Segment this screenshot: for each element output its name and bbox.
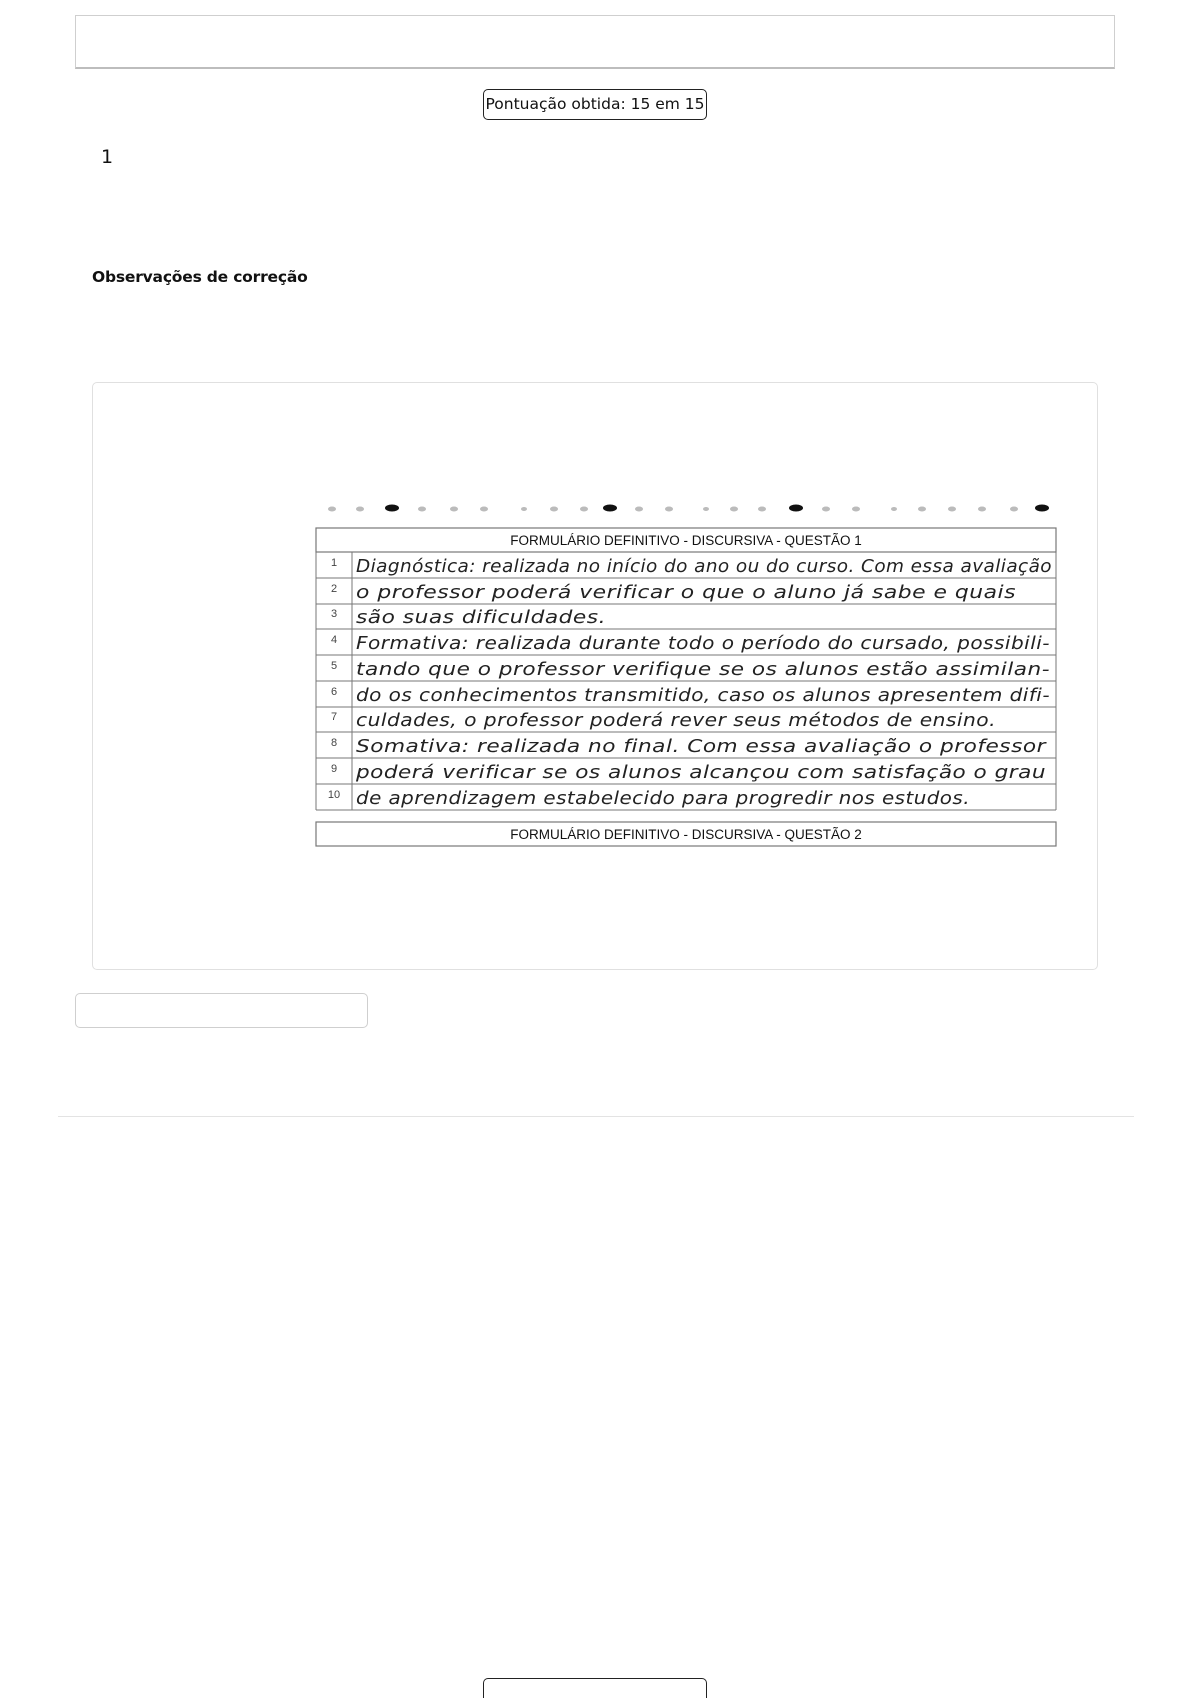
scan-header-q1: FORMULÁRIO DEFINITIVO - DISCURSIVA - QUESTÃO 1: [510, 533, 862, 548]
line-number: 4: [330, 634, 338, 646]
line-number: 5: [330, 660, 338, 672]
feedback-input-box[interactable]: [75, 993, 368, 1028]
line-number: 10: [327, 789, 341, 801]
handwritten-line: o professor poderá verificar o que o aluno já sabe e quais: [356, 583, 1016, 603]
line-number: 2: [330, 583, 338, 595]
line-number: 7: [330, 711, 338, 723]
handwritten-line: Diagnóstica: realizada no início do ano ou do curso. Com essa avaliação: [356, 557, 1052, 577]
handwritten-answer-scan: [314, 500, 1058, 852]
handwritten-line: são suas dificuldades.: [356, 608, 606, 628]
line-numbers: [328, 557, 340, 801]
handwritten-line: do os conhecimentos transmitido, caso os alunos apresentem difi-: [356, 686, 1050, 706]
handwritten-line: tando que o professor verifique se os alunos estão assimilan-: [356, 660, 1050, 680]
line-number: 8: [330, 737, 338, 749]
handwritten-lines: [355, 557, 1052, 809]
line-number: 3: [330, 608, 338, 620]
next-score-badge: [483, 1678, 707, 1698]
correction-observations-title: Observações de correção: [92, 268, 308, 286]
top-content-box: [75, 15, 1115, 69]
scan-header-q2: FORMULÁRIO DEFINITIVO - DISCURSIVA - QUESTÃO 2: [510, 827, 862, 842]
question-number: 1: [101, 146, 114, 168]
score-badge: Pontuação obtida: 15 em 15: [483, 89, 707, 120]
handwritten-line: culdades, o professor poderá rever seus métodos de ensino.: [356, 711, 996, 731]
line-number: 9: [330, 763, 338, 775]
handwritten-line: Formativa: realizada durante todo o período do cursado, possibili-: [356, 634, 1050, 654]
handwritten-line: Somativa: realizada no final. Com essa avaliação o professor: [356, 737, 1048, 757]
line-number: 1: [330, 557, 338, 569]
section-divider: [58, 1116, 1134, 1117]
line-number: 6: [330, 686, 338, 698]
handwritten-line: poderá verificar se os alunos alcançou com satisfação o grau: [354, 763, 1046, 783]
bubble-marks-row: [328, 505, 1049, 512]
handwritten-line: de aprendizagem estabelecido para progredir nos estudos.: [356, 789, 970, 809]
